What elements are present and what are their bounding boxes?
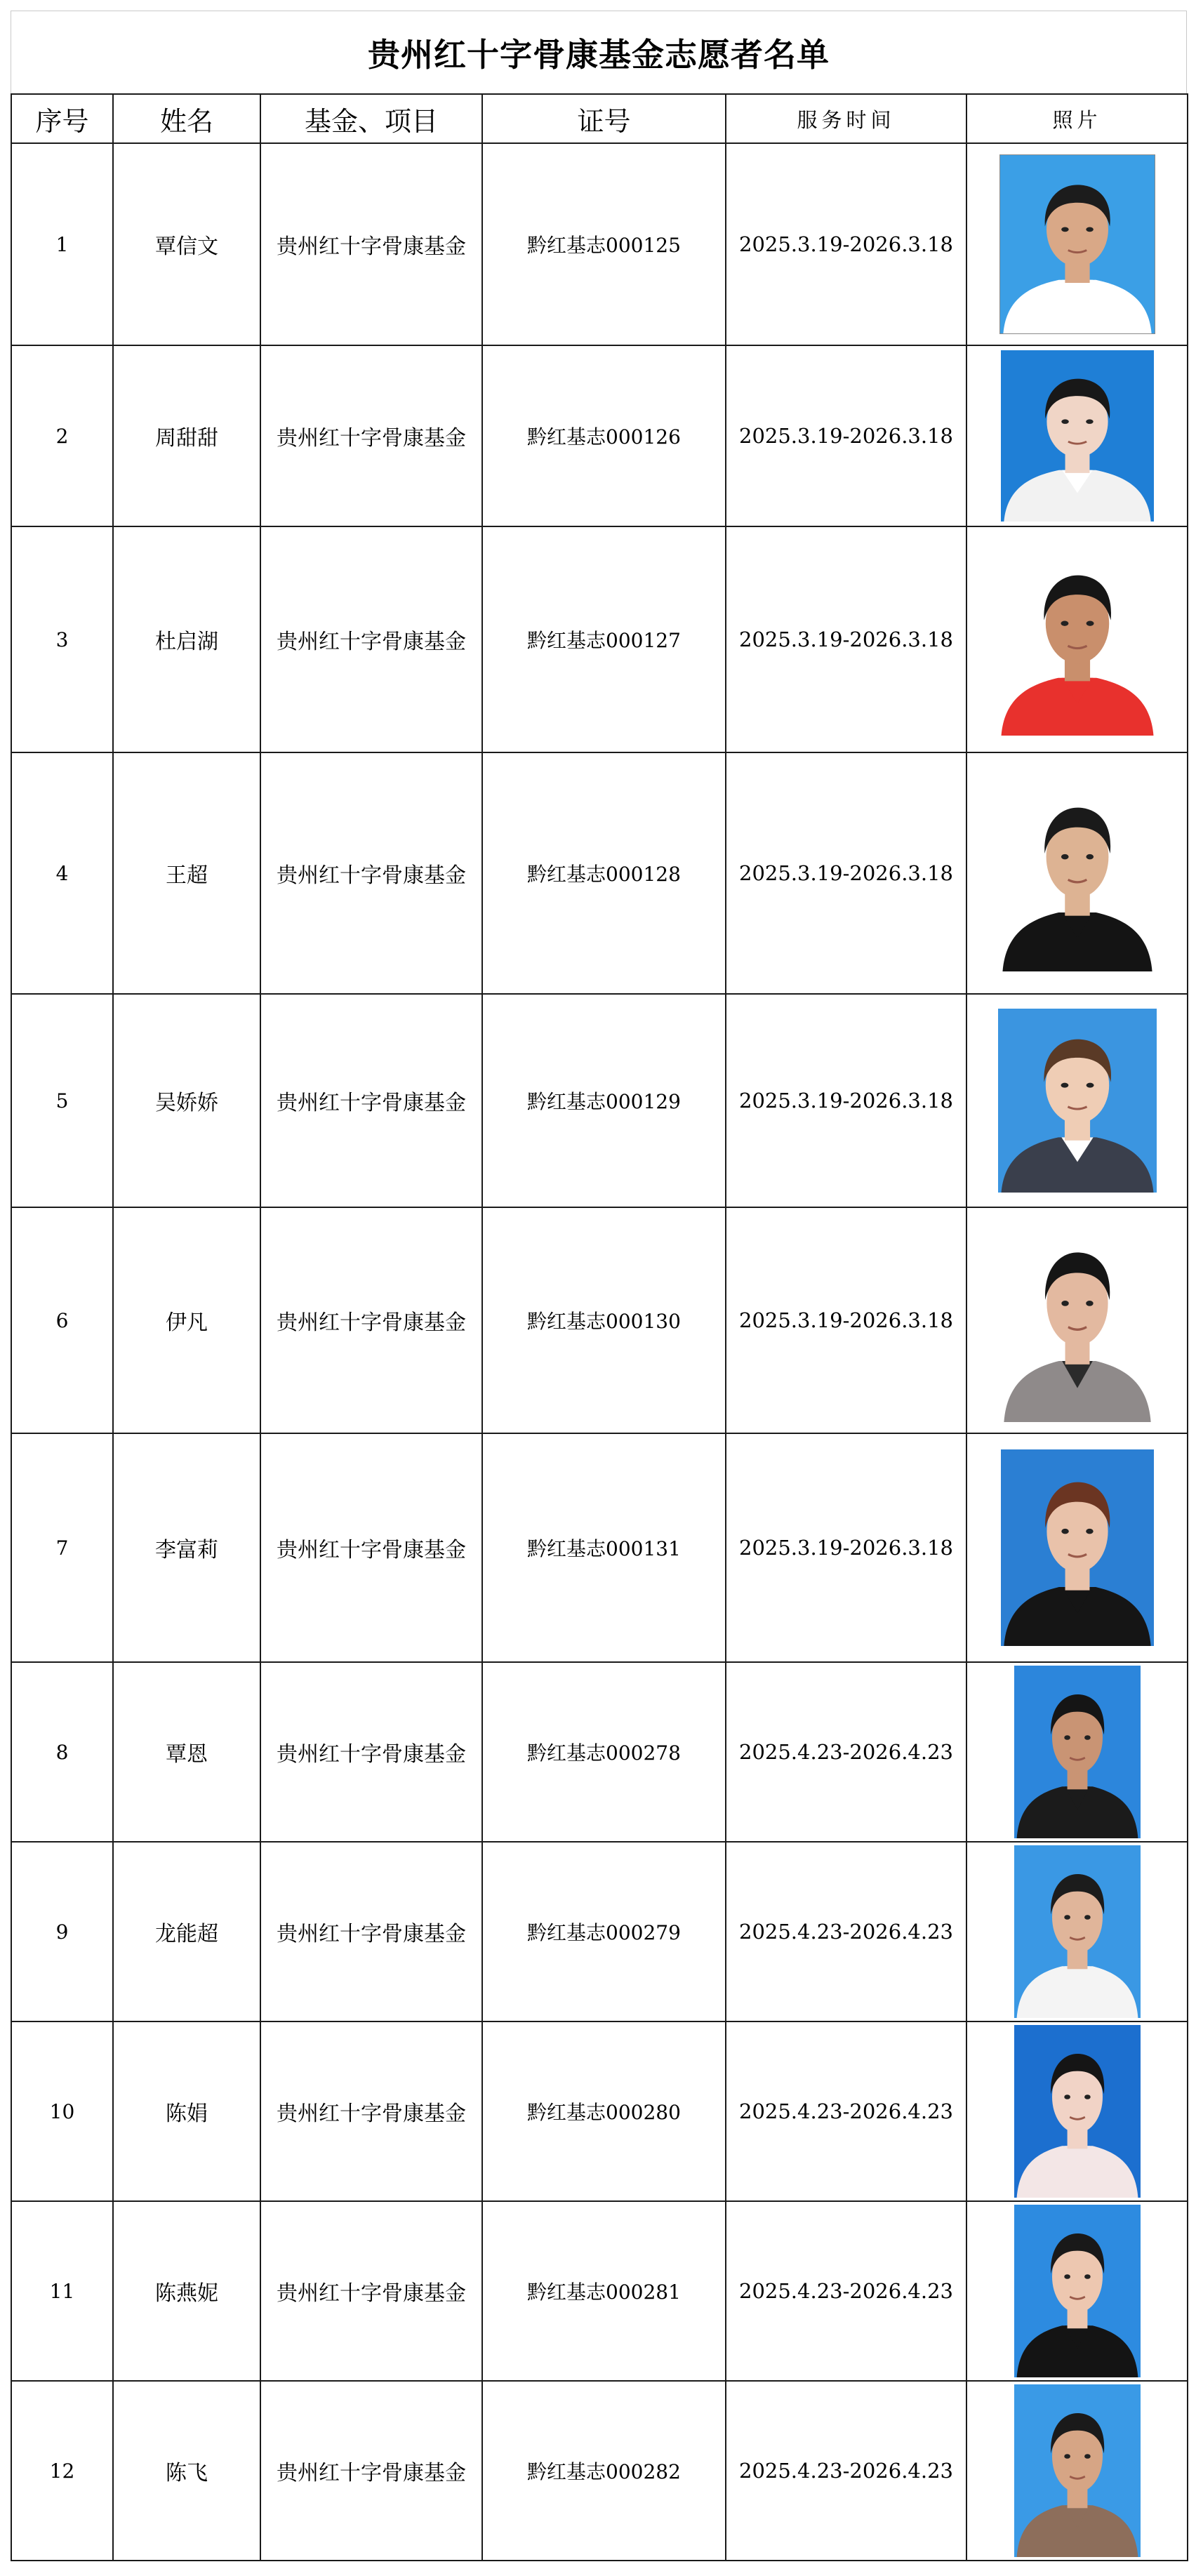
portrait-photo [1001,350,1154,522]
cell-period: 2025.4.23-2026.4.23 [726,2201,966,2381]
cell-cert: 黔红基志000128 [482,752,726,994]
cell-cert: 黔红基志000131 [482,1433,726,1662]
header-seq: 序号 [11,94,113,143]
cell-period: 2025.3.19-2026.3.18 [726,143,966,345]
cell-name: 龙能超 [113,1842,260,2021]
cell-seq: 3 [11,526,113,752]
table-row [11,2381,1188,2561]
table-row [11,345,1188,526]
cell-period: 2025.4.23-2026.4.23 [726,2021,966,2201]
cell-fund: 贵州红十字骨康基金 [260,1207,482,1433]
cell-seq: 5 [11,994,113,1207]
table-body [11,143,1188,2561]
cell-cert: 黔红基志000129 [482,994,726,1207]
table-row [11,752,1188,994]
cell-photo [966,1207,1188,1433]
cell-name: 陈娟 [113,2021,260,2201]
cell-name: 周甜甜 [113,345,260,526]
portrait-photo [1014,2384,1141,2557]
cell-fund: 贵州红十字骨康基金 [260,752,482,994]
cell-photo [966,752,1188,994]
cell-photo [966,1662,1188,1842]
header-name: 姓名 [113,94,260,143]
cell-cert: 黔红基志000125 [482,143,726,345]
cell-fund: 贵州红十字骨康基金 [260,143,482,345]
cell-cert: 黔红基志000127 [482,526,726,752]
portrait-photo [1014,2205,1141,2377]
cell-name: 吴娇娇 [113,994,260,1207]
cell-photo [966,2021,1188,2201]
cell-period: 2025.3.19-2026.3.18 [726,345,966,526]
cell-photo [966,2381,1188,2561]
cell-seq: 10 [11,2021,113,2201]
cell-photo [966,994,1188,1207]
cell-period: 2025.4.23-2026.4.23 [726,1662,966,1842]
table-row [11,143,1188,345]
volunteer-roster-sheet [11,11,1187,2569]
cell-photo [966,143,1188,345]
portrait-photo [998,543,1157,736]
cell-fund: 贵州红十字骨康基金 [260,345,482,526]
table-row [11,2021,1188,2201]
cell-fund: 贵州红十字骨康基金 [260,2021,482,2201]
cell-seq: 11 [11,2201,113,2381]
cell-cert: 黔红基志000279 [482,1842,726,2021]
cell-period: 2025.4.23-2026.4.23 [726,2381,966,2561]
cell-fund: 贵州红十字骨康基金 [260,1842,482,2021]
cell-name: 李富莉 [113,1433,260,1662]
cell-name: 伊凡 [113,1207,260,1433]
cell-name: 覃恩 [113,1662,260,1842]
table-row [11,526,1188,752]
table-row [11,1433,1188,1662]
cell-cert: 黔红基志000282 [482,2381,726,2561]
header-photo: 照片 [966,94,1188,143]
cell-seq: 2 [11,345,113,526]
table-row [11,1842,1188,2021]
cell-cert: 黔红基志000280 [482,2021,726,2201]
portrait-photo [999,775,1155,971]
cell-fund: 贵州红十字骨康基金 [260,526,482,752]
portrait-photo [1014,1845,1141,2018]
cell-photo [966,1433,1188,1662]
portrait-photo [999,154,1155,334]
cell-photo [966,1842,1188,2021]
portrait-photo [998,1009,1157,1193]
cell-seq: 7 [11,1433,113,1662]
cell-seq: 9 [11,1842,113,2021]
cell-period: 2025.3.19-2026.3.18 [726,1433,966,1662]
cell-name: 王超 [113,752,260,994]
cell-period: 2025.3.19-2026.3.18 [726,994,966,1207]
cell-photo [966,526,1188,752]
cell-fund: 贵州红十字骨康基金 [260,2201,482,2381]
table-row [11,1207,1188,1433]
cell-fund: 贵州红十字骨康基金 [260,1433,482,1662]
volunteer-table [11,93,1188,2561]
cell-seq: 6 [11,1207,113,1433]
cell-period: 2025.3.19-2026.3.18 [726,526,966,752]
table-row [11,1662,1188,1842]
header-period: 服务时间 [726,94,966,143]
cell-photo [966,2201,1188,2381]
cell-period: 2025.3.19-2026.3.18 [726,752,966,994]
header-fund: 基金、项目 [260,94,482,143]
cell-fund: 贵州红十字骨康基金 [260,2381,482,2561]
header-cert: 证号 [482,94,726,143]
portrait-photo [1001,1449,1154,1646]
cell-name: 陈飞 [113,2381,260,2561]
cell-seq: 4 [11,752,113,994]
cell-photo [966,345,1188,526]
cell-cert: 黔红基志000126 [482,345,726,526]
cell-fund: 贵州红十字骨康基金 [260,1662,482,1842]
cell-fund: 贵州红十字骨康基金 [260,994,482,1207]
cell-seq: 8 [11,1662,113,1842]
portrait-photo [1001,1219,1154,1422]
cell-seq: 1 [11,143,113,345]
cell-period: 2025.3.19-2026.3.18 [726,1207,966,1433]
cell-name: 覃信文 [113,143,260,345]
cell-seq: 12 [11,2381,113,2561]
portrait-photo [1014,2025,1141,2198]
table-row [11,994,1188,1207]
portrait-photo [1014,1666,1141,1838]
cell-cert: 黔红基志000130 [482,1207,726,1433]
cell-name: 陈燕妮 [113,2201,260,2381]
table-header-row [11,94,1188,143]
cell-cert: 黔红基志000281 [482,2201,726,2381]
cell-period: 2025.4.23-2026.4.23 [726,1842,966,2021]
cell-cert: 黔红基志000278 [482,1662,726,1842]
cell-name: 杜启湖 [113,526,260,752]
table-row [11,2201,1188,2381]
page-title: 贵州红十字骨康基金志愿者名单 [11,11,1187,95]
